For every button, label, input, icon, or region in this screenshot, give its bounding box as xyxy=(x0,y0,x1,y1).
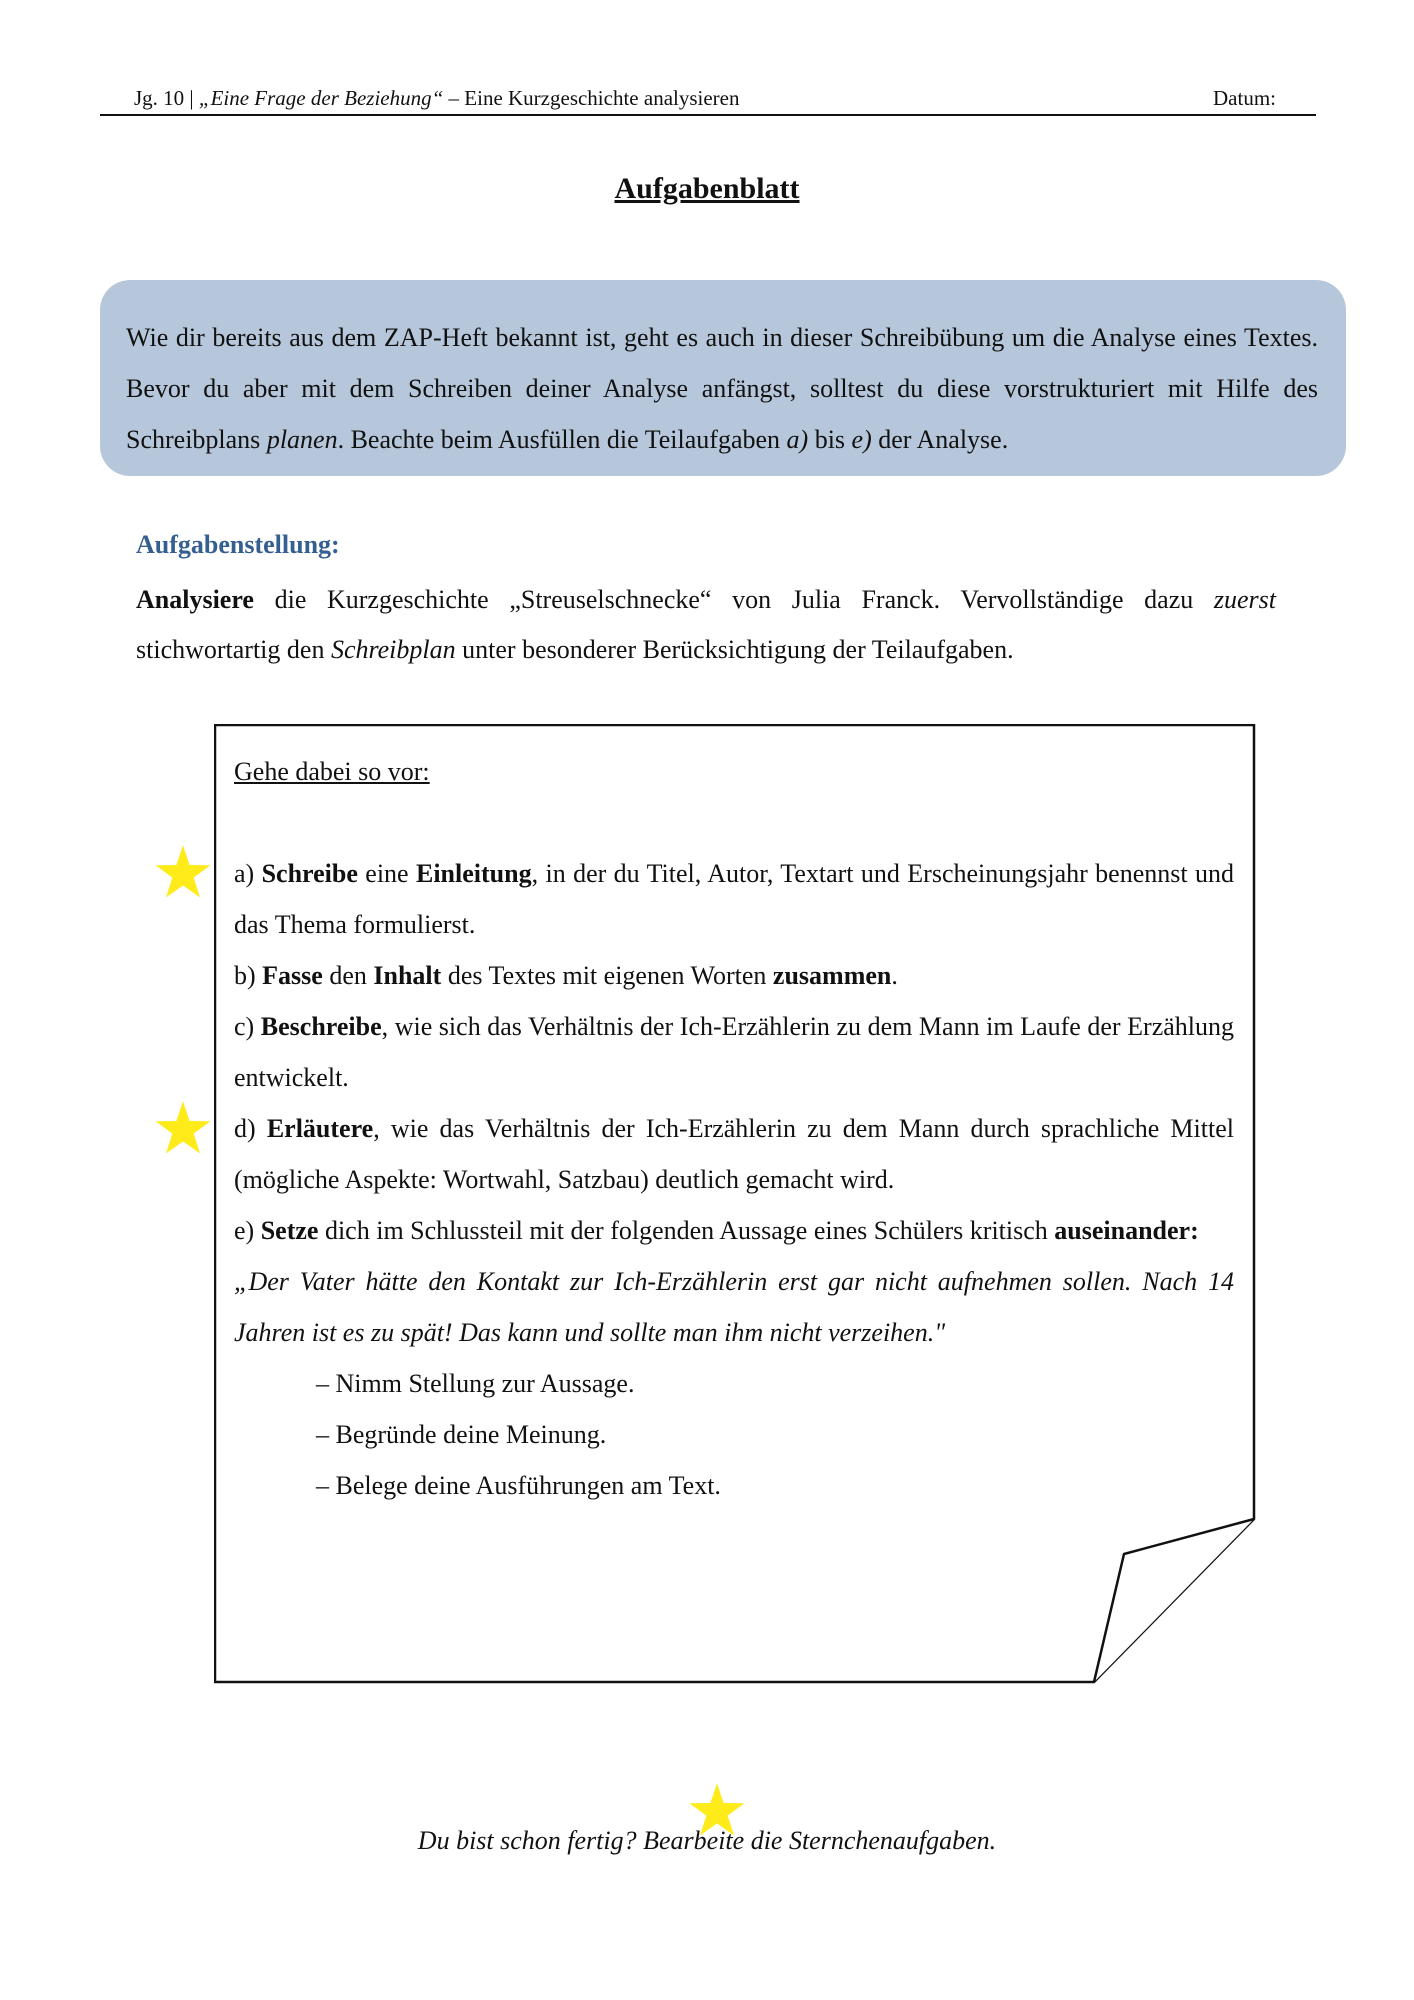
instruction-a-keyword: Einleitung xyxy=(415,859,532,888)
instruction-a-prefix: a) xyxy=(234,859,262,888)
star-icon xyxy=(155,844,211,898)
instruction-a-text-1: eine xyxy=(357,859,416,888)
instruction-b-verb: Fasse xyxy=(262,961,323,990)
task-heading: Aufgabenstellung: xyxy=(136,530,340,559)
footer-hint: Du bist schon fertig? Bearbeite die Sternchenaufgaben. xyxy=(417,1826,997,1855)
instruction-d xyxy=(234,1103,1234,1205)
instruction-d-prefix: d) xyxy=(234,1114,267,1143)
header-unit-title: „Eine Frage der Beziehung“ xyxy=(198,86,444,110)
intro-emphasis-e: e) xyxy=(851,425,872,454)
instruction-c-verb: Beschreibe xyxy=(260,1012,382,1041)
instruction-b-text-2: des Textes mit eigenen Worten xyxy=(441,961,773,990)
intro-text-1: Wie dir bereits aus dem ZAP-Heft bekannt ist, geht es auch in dieser Schreibübung um die Analyse eines Textes. Bevor du aber mit dem Schreiben deiner Analyse anfängst, solltest du diese vorstrukturiert mit Hilfe des Schreibplans xyxy=(126,323,1318,454)
sub-task: – Begründe deine Meinung. xyxy=(316,1420,607,1449)
page-header xyxy=(100,86,1316,116)
instruction-c-text: , wie sich das Verhältnis der Ich-Erzählerin zu dem Mann im Laufe der Erzählung entwickelt. xyxy=(234,1012,1234,1092)
sub-task: – Belege deine Ausführungen am Text. xyxy=(316,1471,721,1500)
header-subtitle: – Eine Kurzgeschichte analysieren xyxy=(443,86,740,110)
instruction-e-keyword: auseinander: xyxy=(1054,1216,1199,1245)
instruction-b-text-1: den xyxy=(322,961,374,990)
instruction-e xyxy=(234,1205,1234,1256)
instruction-b-text-3: . xyxy=(891,961,898,990)
page-title: Aufgabenblatt xyxy=(614,172,800,205)
task-text-2: stichwortartig den xyxy=(136,635,331,664)
task-text-1: die Kurzgeschichte „Streuselschnecke“ von Julia Franck. Vervollständige dazu xyxy=(253,585,1214,614)
intro-text-bis: bis xyxy=(808,425,852,454)
task-text-3: unter besonderer Berücksichtigung der Teilaufgaben. xyxy=(455,635,1014,664)
instructions-list xyxy=(234,746,1234,1511)
header-course-label xyxy=(134,86,740,111)
intro-emphasis-a: a) xyxy=(786,425,809,454)
intro-text-2: . Beachte beim Ausfüllen die Teilaufgaben xyxy=(337,425,787,454)
instruction-e-prefix: e) xyxy=(234,1216,261,1245)
instruction-e-verb: Setze xyxy=(260,1216,319,1245)
student-quote-text: „Der Vater hätte den Kontakt zur Ich-Erzählerin erst gar nicht aufnehmen sollen. Nach 14 Jahren ist es zu spät! Das kann und sollte man ihm nicht verzeihen." xyxy=(234,1267,1234,1347)
instruction-b-keyword-2: zusammen xyxy=(772,961,892,990)
intro-emphasis-planen: planen xyxy=(266,425,338,454)
intro-box xyxy=(100,280,1346,476)
star-icon xyxy=(155,1100,211,1154)
instruction-b-prefix: b) xyxy=(234,961,263,990)
task-emphasis-schreibplan: Schreibplan xyxy=(330,635,456,664)
header-grade: Jg. 10 | xyxy=(134,86,199,110)
instruction-c-prefix: c) xyxy=(234,1012,261,1041)
sub-task: – Nimm Stellung zur Aussage. xyxy=(316,1369,635,1398)
instruction-b xyxy=(234,950,1234,1001)
task-text xyxy=(136,575,1276,675)
task-verb: Analysiere xyxy=(136,585,254,614)
header-date-label: Datum: xyxy=(1213,86,1276,110)
instruction-e-text: dich im Schlussteil mit der folgenden Aussage eines Schülers kritisch xyxy=(318,1216,1055,1245)
student-quote xyxy=(234,1256,1234,1358)
instruction-a-verb: Schreibe xyxy=(261,859,358,888)
intro-text-3: der Analyse. xyxy=(871,425,1009,454)
instruction-c xyxy=(234,1001,1234,1103)
instruction-a-text-2: , in der du Titel, Autor, Textart und Erscheinungsjahr benennst und das Thema formulierst. xyxy=(234,859,1234,939)
instructions-intro: Gehe dabei so vor: xyxy=(234,757,430,786)
instruction-b-keyword: Inhalt xyxy=(373,961,442,990)
instruction-a xyxy=(234,848,1234,950)
task-emphasis-zuerst: zuerst xyxy=(1213,585,1276,614)
instruction-d-text: , wie das Verhältnis der Ich-Erzählerin zu dem Mann durch sprachliche Mittel (mögliche Aspekte: Wortwahl, Satzbau) deutlich gemacht wird. xyxy=(234,1114,1234,1194)
instruction-d-verb: Erläutere xyxy=(266,1114,374,1143)
instructions-spacer xyxy=(234,797,1234,848)
